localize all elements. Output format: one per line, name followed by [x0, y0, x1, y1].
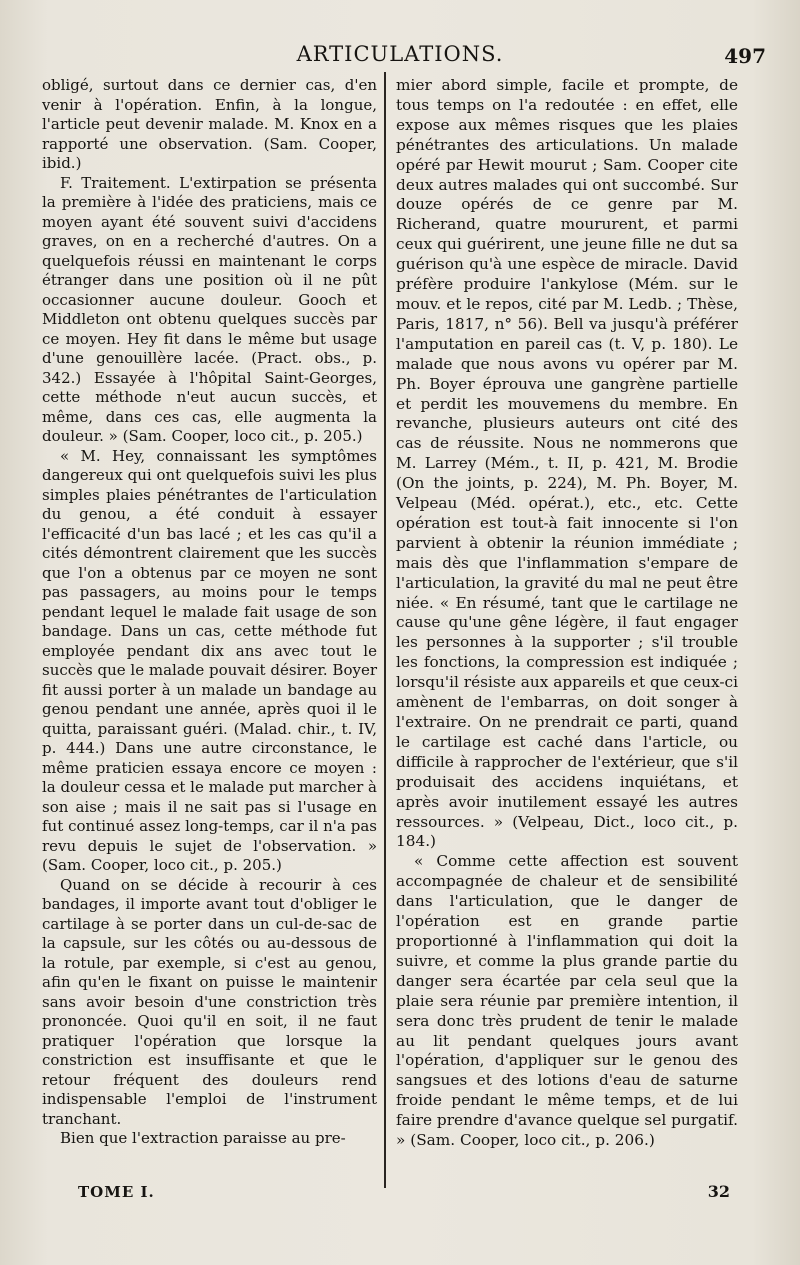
paragraph: mier abord simple, facile et prompte, de tous temps on l'a redoutée : en effet, elle expose aux mêmes risques que les plaies pénétrantes des articulations. Un malade opéré par Hewit mourut ; Sam. Cooper cite deux autres malades qui ont succombé. Sur douze opérés de ce genre par M. Richerand, quatre moururent, et parmi ceux qui guérirent, une jeune fille ne dut sa guérison qu'à une espèce de miracle. David préfère produire l'ankylose (Mém. sur le mouv. et le repos, cité par M. Ledb. ; Thèse, Paris, 1817, n° 56). Bell va jusqu'à préférer l'amputation en pareil cas (t. V, p. 180). Le malade que nous avons vu opérer par M. Ph. Boyer éprouva une gangrène partielle et perdit les mouvemens du membre. En revanche, plusieurs auteurs ont cité des cas de réussite. Nous ne nommerons que M. Larrey (Mém., t. II, p. 421, M. Brodie (On the joints, p. 224), M. Ph. Boyer, M. Velpeau (Méd. opérat.), etc., etc. Cette opération est tout-à fait innocente si l'on parvient à obtenir la réunion immédiate ; mais dès que l'inflammation s'empare de l'articulation, la gravité du mal ne peut être niée. « En résumé, tant que le cartilage ne cause qu'une gêne légère, il faut engager les personnes à la supporter ; s'il trouble les fonctions, la compression est indiquée ; lorsqu'il résiste aux appareils et que ceux-ci amènent de l'embarras, on doit songer à l'extraire. On ne prendrait ce parti, quand le cartilage est caché dans l'article, ou difficile à rapprocher de l'extérieur, que s'il produisait des accidens inquiétans, et après avoir inutilement essayé les autres ressources. » (Velpeau, Dict., loco cit., p. 184.) [396, 76, 739, 851]
right-column [396, 76, 738, 1151]
page-number: 497 [724, 44, 766, 68]
volume-signature: TOME I. [78, 1183, 155, 1201]
paragraph: « Comme cette affection est souvent accompagnée de chaleur et de sensibilité dans l'articulation, que le danger de l'opération est en grande partie proportionné à l'inflammation qui doit la suivre, et comme la plus grande partie du danger sera écartée par cela seul que la plaie sera réunie par première intention, il sera donc très prudent de tenir le malade au lit pendant quelques jours avant l'opération, d'appliquer sur le genou des sangsues et des lotions d'eau de saturne froide pendant le même temps, et de lui faire prendre d'avance quelque sel purgatif. » (Sam. Cooper, loco cit., p. 206.) [396, 852, 738, 1150]
paragraph: « M. Hey, connaissant les symptômes dangereux qui ont quelquefois suivi les plus simples plaies pénétrantes de l'articulation du genou, a été conduit à essayer l'efficacité d'un bas lacé ; et les cas qu'il a cités démontrent clairement que les succès que l'on a obtenus par ce moyen ne sont pas passagers, au moins pour le temps pendant lequel le malade fait usage de son bandage. Dans un cas, cette méthode fut employée pendant dix ans avec tout le succès que le malade pouvait désirer. Boyer fit aussi porter à un malade un bandage au genou pendant une année, après quoi il le quitta, paraissant guéri. (Malad. chir., t. IV, p. 444.) Dans une autre circonstance, le même praticien essaya encore ce moyen : la douleur cessa et le malade put marcher à son aise ; mais il ne sait pas si l'usage en fut continué assez long-temps, car il n'a pas revu depuis le sujet de l'observation. » (Sam. Cooper, loco cit., p. 205.) [42, 446, 377, 874]
column-divider [384, 72, 386, 1188]
left-column [42, 76, 377, 1149]
sheet-signature: 32 [707, 1182, 730, 1201]
paragraph: F. Traitement. L'extirpation se présenta la première à l'idée des praticiens, mais ce moyen ayant été souvent suivi d'accidens graves, on en a recherché d'autres. On a quelquefois réussi en maintenant le corps étranger dans une position où il ne pût occasionner aucune douleur. Gooch et Middleton ont obtenu quelques succès par ce moyen. Hey fit dans le même but usage d'une genouillère lacée. (Pract. obs., p. 342.) Essayée à l'hôpital Saint-Georges, cette méthode n'eut aucun succès, et même, dans ces cas, elle augmenta la douleur. » (Sam. Cooper, loco cit., p. 205.) [42, 173, 377, 445]
running-head-title: ARTICULATIONS. [296, 42, 504, 66]
paragraph: Quand on se décide à recourir à ces bandages, il importe avant tout d'obliger le cartilage à se porter dans un cul-de-sac de la capsule, sur les côtés ou au-dessous de la rotule, par exemple, si c'est au genou, afin qu'en le fixant on puisse le maintenir sans avoir besoin d'une constriction très prononcée. Quoi qu'il en soit, il ne faut pratiquer l'opération que lorsque la constriction est insuffisante et que le retour fréquent des douleurs rend indispensable l'emploi de l'instrument tranchant. [42, 875, 377, 1128]
paragraph: Bien que l'extraction paraisse au pre- [60, 1129, 346, 1147]
paragraph: obligé, surtout dans ce dernier cas, d'en venir à l'opération. Enfin, à la longue, l'article peut devenir malade. M. Knox en a rapporté une observation. (Sam. Cooper, ibid.) [42, 76, 377, 172]
